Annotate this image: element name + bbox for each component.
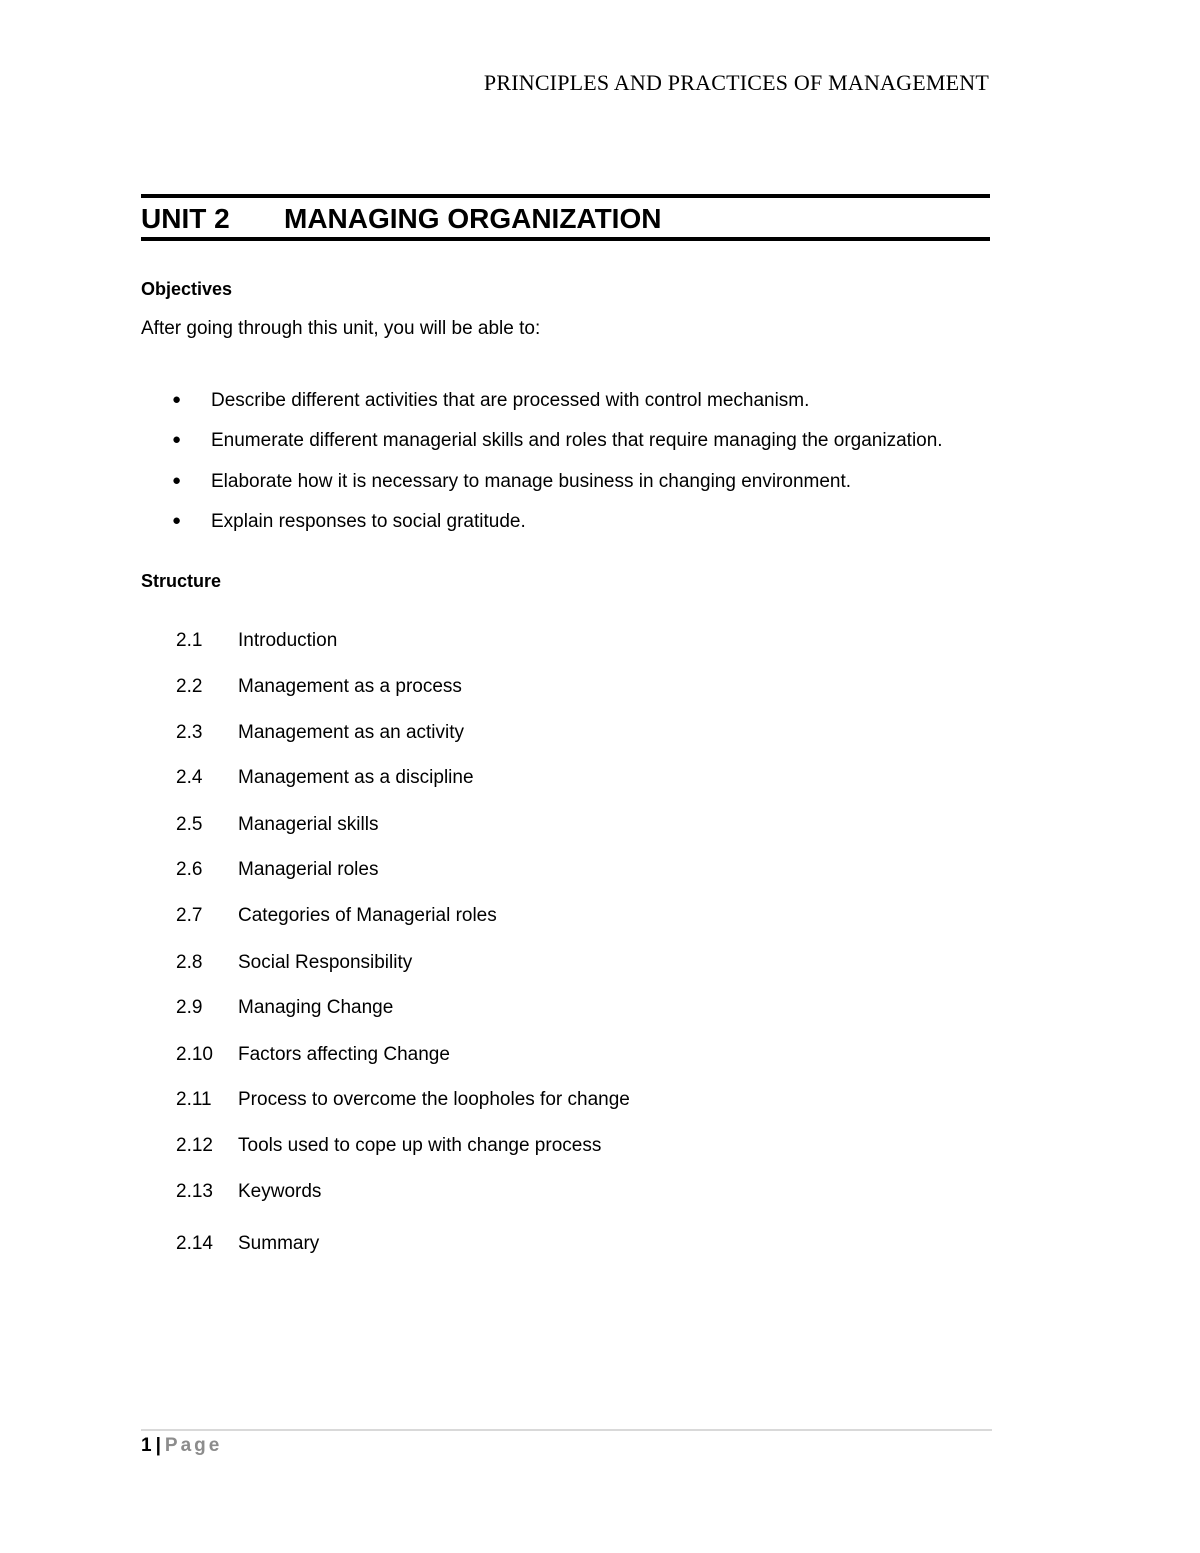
objective-text: Describe different activities that are processed with control mechanism. <box>211 390 810 411</box>
structure-item-number: 2.9 <box>176 997 203 1018</box>
objective-text: Explain responses to social gratitude. <box>211 511 526 532</box>
structure-item-number: 2.6 <box>176 859 203 880</box>
structure-item-number: 2.11 <box>176 1089 212 1110</box>
objectives-heading: Objectives <box>141 279 233 299</box>
structure-item-title: Managing Change <box>238 997 394 1018</box>
structure-item <box>176 905 497 927</box>
structure-heading: Structure <box>141 571 222 591</box>
structure-item <box>176 1233 319 1255</box>
structure-item-number: 2.2 <box>176 676 203 697</box>
structure-item <box>176 767 474 789</box>
structure-item-title: Management as a discipline <box>238 767 474 788</box>
unit-number: UNIT 2 <box>141 203 230 234</box>
structure-item-number: 2.13 <box>176 1181 213 1202</box>
structure-item <box>176 952 412 974</box>
structure-item <box>176 630 337 652</box>
structure-item <box>176 1181 321 1203</box>
bullet-icon: ● <box>172 431 182 448</box>
structure-item-number: 2.5 <box>176 814 203 835</box>
structure-item-number: 2.4 <box>176 767 203 788</box>
structure-item-title: Managerial roles <box>238 859 379 880</box>
structure-item <box>176 722 464 744</box>
structure-item-number: 2.7 <box>176 905 203 926</box>
objective-text: Elaborate how it is necessary to manage business in changing environment. <box>211 471 852 492</box>
structure-item-number: 2.14 <box>176 1233 213 1254</box>
objective-text: Enumerate different managerial skills and roles that require managing the organization. <box>211 430 943 451</box>
structure-item-title: Management as an activity <box>238 722 465 743</box>
objective-item <box>172 430 943 452</box>
bullet-icon: ● <box>172 512 182 529</box>
objective-item <box>172 511 526 533</box>
heading-rule-top <box>141 194 990 198</box>
structure-item-number: 2.3 <box>176 722 203 743</box>
structure-item <box>176 859 378 881</box>
structure-item-title: Introduction <box>238 630 338 651</box>
structure-item-number: 2.10 <box>176 1044 213 1065</box>
page-footer <box>141 1435 222 1457</box>
heading-rule-bottom <box>141 237 990 241</box>
unit-heading <box>141 202 661 236</box>
objective-item <box>172 390 809 412</box>
structure-item-title: Managerial skills <box>238 814 379 835</box>
structure-item-title: Tools used to cope up with change process <box>238 1135 602 1156</box>
objective-item <box>172 471 851 493</box>
structure-item <box>176 676 462 698</box>
structure-item <box>176 814 378 836</box>
structure-item <box>176 1044 450 1066</box>
running-header: PRINCIPLES AND PRACTICES OF MANAGEMENT <box>483 70 989 95</box>
structure-item-number: 2.1 <box>176 630 203 651</box>
bullet-icon: ● <box>172 472 182 489</box>
page-number: 1 <box>141 1435 152 1456</box>
structure-item-title: Process to overcome the loopholes for change <box>238 1089 630 1110</box>
unit-title: MANAGING ORGANIZATION <box>284 203 662 234</box>
structure-item-title: Management as a process <box>238 676 462 697</box>
structure-item <box>176 1089 630 1111</box>
footer-rule <box>141 1429 992 1431</box>
structure-item-title: Keywords <box>238 1181 322 1202</box>
structure-item <box>176 997 393 1019</box>
structure-item-title: Categories of Managerial roles <box>238 905 497 926</box>
structure-item-title: Factors affecting Change <box>238 1044 450 1065</box>
bullet-icon: ● <box>172 391 182 408</box>
structure-item-title: Summary <box>238 1233 320 1254</box>
page-word: Page <box>164 1435 223 1456</box>
structure-item-number: 2.12 <box>176 1135 213 1156</box>
structure-item-title: Social Responsibility <box>238 952 413 973</box>
objectives-intro: After going through this unit, you will be able to: <box>141 318 541 339</box>
footer-separator: | <box>155 1435 161 1456</box>
structure-item <box>176 1135 601 1157</box>
structure-item-number: 2.8 <box>176 952 203 973</box>
